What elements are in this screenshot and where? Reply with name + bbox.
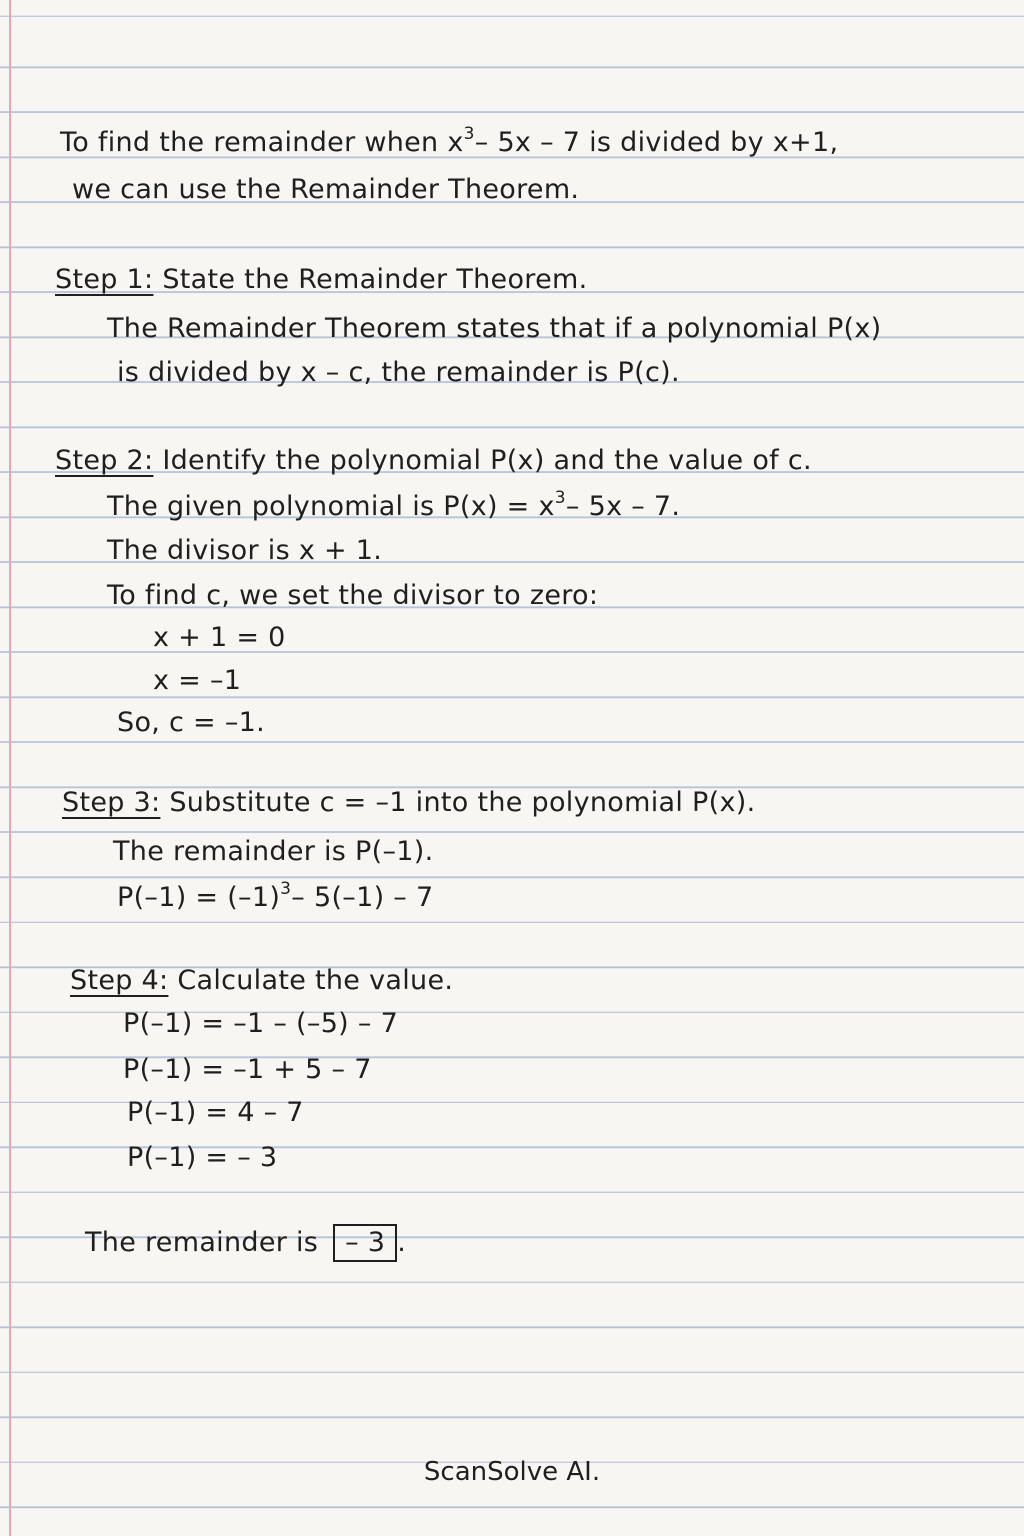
step4-heading: Step 4: Calculate the value. <box>70 965 454 996</box>
step2-divisor: The divisor is x + 1. <box>107 535 383 566</box>
step2-label: Step 2: <box>55 445 154 476</box>
step2-find-c: To find c, we set the divisor to zero: <box>107 580 599 611</box>
brand-footer: ScanSolve AI. <box>423 1457 601 1487</box>
step2-polynomial: The given polynomial is $P(x) = x^3-$ 5x – 7. <box>107 488 681 522</box>
step3-line-1: The remainder is P(–1). <box>113 836 434 867</box>
intro-line-1: To find the remainder when $x^3-$ 5x – 7 is divided by x+1, <box>60 124 839 158</box>
step1-line-2: is divided by x – c, the remainder is P(c). <box>117 357 680 388</box>
step2-heading: Step 2: Identify the polynomial P(x) and the value of c. <box>55 445 812 476</box>
step2-equation-1: x + 1 = 0 <box>153 622 286 653</box>
step4-calc-1: P(–1) = –1 – (–5) – 7 <box>123 1008 399 1039</box>
step1-line-1: The Remainder Theorem states that if a polynomial P(x) <box>107 313 882 344</box>
step4-calc-2: P(–1) = –1 + 5 – 7 <box>123 1054 372 1085</box>
final-answer: The remainder is – 3 . <box>85 1224 406 1262</box>
step3-line-2: $P(-1) = (-1)^3-$ 5(–1) – 7 <box>117 879 434 913</box>
step1-label: Step 1: <box>55 264 154 295</box>
step4-calc-3: P(–1) = 4 – 7 <box>127 1097 304 1128</box>
step3-heading: Step 3: Substitute c = –1 into the polynomial P(x). <box>62 787 756 818</box>
step4-label: Step 4: <box>70 965 169 996</box>
answer-box: – 3 <box>333 1224 397 1262</box>
step3-label: Step 3: <box>62 787 161 818</box>
step2-equation-2: x = –1 <box>153 665 242 696</box>
step1-heading: Step 1: State the Remainder Theorem. <box>55 264 588 295</box>
intro-line-2: we can use the Remainder Theorem. <box>72 174 580 205</box>
margin-line <box>9 0 11 1536</box>
step2-conclusion: So, c = –1. <box>117 707 266 738</box>
step4-calc-4: P(–1) = – 3 <box>127 1142 278 1173</box>
